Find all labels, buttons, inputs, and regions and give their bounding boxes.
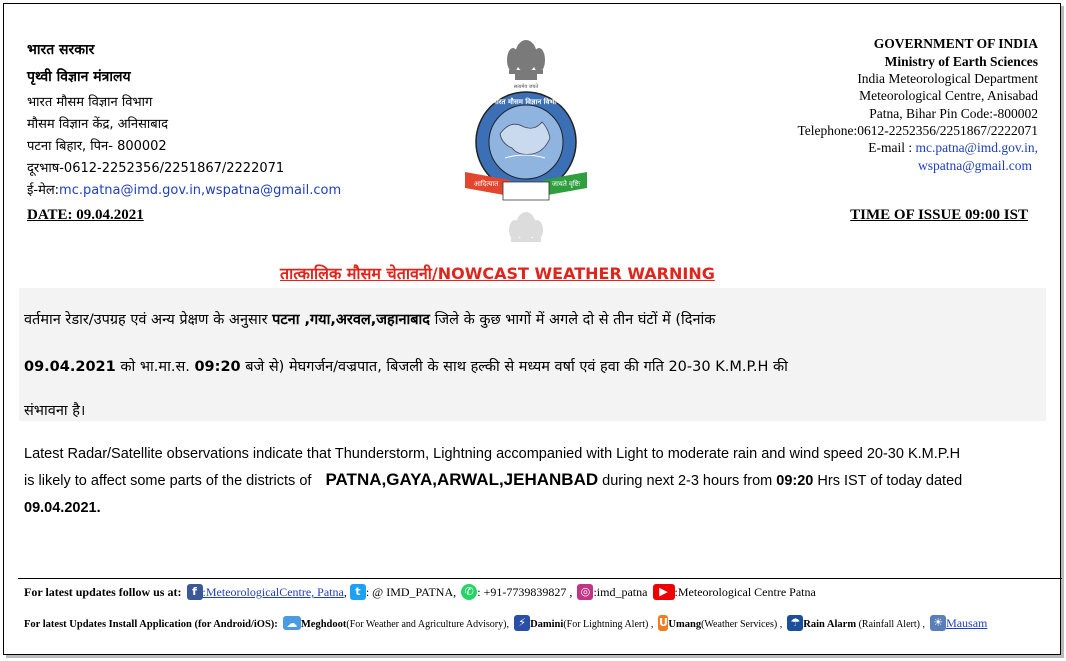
header-right-email-row — [868, 140, 1038, 156]
footer-social-row: For latest updates follow us at: f :MeteorologicalCentre, Patna, t : @ IMD_PATNA, ✆ : +91-7739839827 , ◎ :imd_patna ▶ :Meteorological Centre Patna — [24, 584, 816, 599]
header-right-ministry: Ministry of Earth Sciences — [884, 54, 1038, 69]
english-line-3: 09.04.2021. — [24, 500, 101, 516]
twitter-icon[interactable]: t — [350, 584, 366, 600]
meghdoot-app[interactable]: Meghdoot — [300, 619, 347, 630]
header-right-dept: India Meteorological Department — [857, 71, 1038, 86]
youtube-icon[interactable]: ▶ — [653, 584, 675, 600]
email-label: ई-मेल: — [27, 183, 60, 198]
svg-text:भारत मौसम विज्ञान विभाग: भारत मौसम विज्ञान विभाग — [491, 98, 561, 106]
header-right-centre: Meteorological Centre, Anisabad — [859, 88, 1038, 103]
header-left-address: पटना बिहार, पिन- 800002 — [27, 139, 167, 154]
header-left-dept: भारत मौसम विज्ञान विभाग — [27, 95, 153, 110]
facebook-link[interactable]: :MeteorologicalCentre, Patna — [202, 585, 344, 599]
svg-text:जायते वृष्टिः: जायते वृष्टिः — [551, 180, 581, 188]
svg-text:आदित्यात: आदित्यात — [473, 180, 499, 188]
header-left-phone: दूरभाष-0612-2252356/2251867/2222071 — [27, 161, 285, 176]
email-label-right: E-mail : — [868, 140, 916, 155]
footer-divider — [18, 578, 1062, 579]
facebook-icon[interactable]: f — [187, 584, 203, 600]
meghdoot-app-icon[interactable]: ☁ — [283, 616, 301, 630]
header-left-email-row — [27, 180, 341, 198]
youtube-channel[interactable]: :Meteorological Centre Patna — [674, 585, 816, 599]
damini-app-icon[interactable]: ⚡ — [514, 615, 530, 631]
umang-app-icon[interactable]: U — [658, 615, 668, 629]
header-left-ministry: पृथ्वी विज्ञान मंत्रालय — [27, 69, 131, 85]
rain-alarm-app-icon[interactable]: ☂ — [787, 615, 803, 631]
hindi-line-3: संभावना है। — [24, 403, 86, 419]
instagram-handle[interactable]: :imd_patna — [593, 585, 648, 599]
hindi-districts: पटना ,गया,अरवल,जहानाबाद — [272, 312, 431, 328]
svg-text:सत्यमेव जयते: सत्यमेव जयते — [513, 84, 539, 90]
imd-logo — [455, 30, 595, 270]
mausam-app-link[interactable]: Mausam — [946, 616, 988, 630]
damini-app[interactable]: Damini — [530, 619, 564, 630]
english-districts: PATNA,GAYA,ARWAL,JEHANBAD — [325, 470, 599, 489]
umang-app[interactable]: Umang — [668, 619, 702, 630]
footer-apps-row: For latest Updates Install Application (for Android/iOS): ☁ Meghdoot(For Weather and Agriculture Advisory), ⚡ Damini(For Lightning Alert) , UUmang(Weather Services) , ☂ Rain Alarm (Rainfall Alert) , ☀ Mausam — [24, 615, 988, 630]
issue-time: TIME OF ISSUE 09:00 IST — [850, 207, 1028, 223]
hindi-line-1: वर्तमान रेडार/उपग्रह एवं अन्य प्रेक्षण के अनुसार पटना ,गया,अरवल,जहानाबाद जिले के कुछ भागों में अगले दो से तीन घंटों में (दिनांक — [24, 312, 716, 328]
header-right-govt: GOVERNMENT OF INDIA — [873, 36, 1038, 51]
header-right-address: Patna, Bihar Pin Code:-800002 — [869, 106, 1038, 121]
header-left-govt: भारत सरकार — [27, 42, 95, 58]
twitter-handle[interactable]: : @ IMD_PATNA, — [365, 585, 457, 599]
header-right-phone: Telephone:0612-2252356/2251867/2222071 — [797, 123, 1038, 138]
email-link-wspatna[interactable]: wspatna@gmail.com — [917, 158, 1032, 173]
whatsapp-icon[interactable]: ✆ — [461, 584, 477, 600]
warning-title: तात्कालिक मौसम चेतावनी/NOWCAST WEATHER WARNING — [280, 264, 715, 283]
mausam-app-icon[interactable]: ☀ — [930, 615, 946, 631]
header-left-centre: मौसम विज्ञान केंद्र, अनिसाबाद — [27, 117, 168, 132]
email-link-imd[interactable]: mc.patna@imd.gov.in, — [915, 140, 1038, 155]
instagram-icon[interactable]: ◎ — [577, 584, 593, 600]
email-link-left[interactable]: mc.patna@imd.gov.in,wspatna@gmail.com — [59, 183, 342, 198]
issue-date: DATE: 09.04.2021 — [27, 207, 144, 223]
rain-alarm-app[interactable]: Rain Alarm — [803, 619, 857, 630]
whatsapp-number[interactable]: : +91-7739839827 , — [477, 585, 573, 599]
hindi-warning-box — [19, 288, 1046, 421]
hindi-line-2: 09.04.2021 को भा.मा.स. 09:20 बजे से) मेघगर्जन/वज्रपात, बिजली के साथ हल्की से मध्यम वर्षा एवं हवा की गति 20-30 K.M.P.H की — [24, 359, 788, 375]
imd-emblem-icon — [455, 30, 595, 270]
english-line-1: Latest Radar/Satellite observations indicate that Thunderstorm, Lightning accompanied with Light to moderate rain and wind speed 20-30 K.M.P.H — [24, 446, 961, 462]
english-line-2: is likely to affect some parts of the districts of PATNA,GAYA,ARWAL,JEHANBAD during next 2-3 hours from 09:20 Hrs IST of today dated — [24, 470, 963, 489]
